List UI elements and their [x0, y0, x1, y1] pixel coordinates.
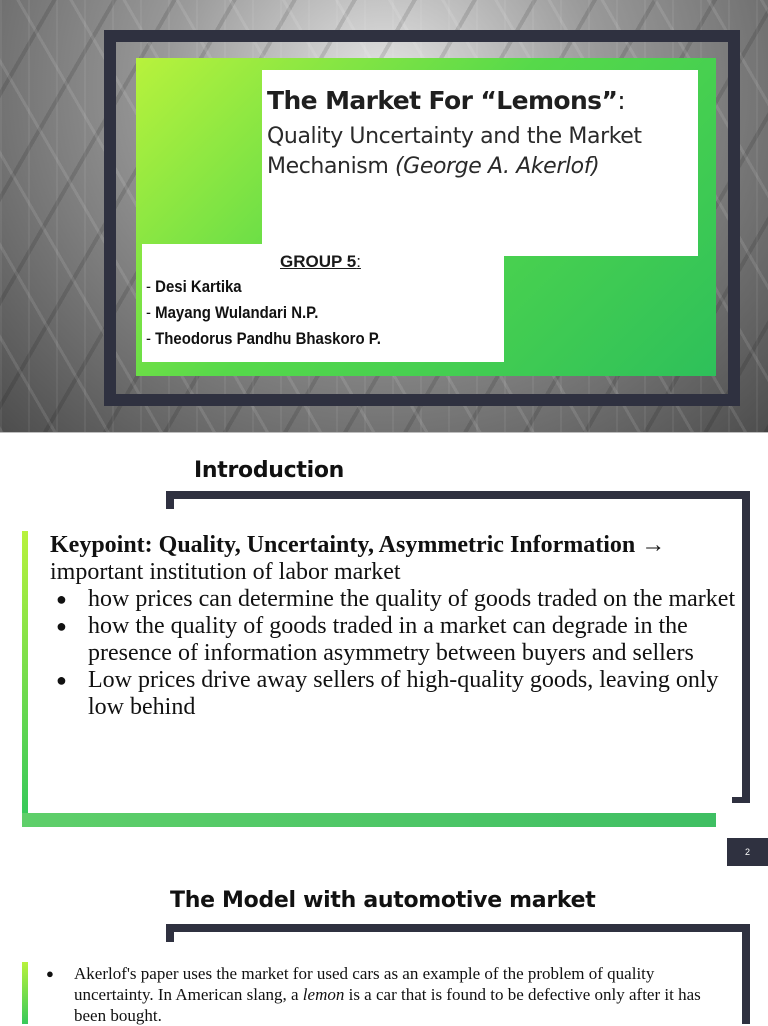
- list-item: ● Akerlof's paper uses the market for used cars as an example of the problem of quality uncertainty. In American slang, a lemon is a car that is found to be defective only after it has been bought.: [46, 964, 701, 1025]
- title-slide: [0, 0, 768, 432]
- slide-separator: [0, 432, 768, 433]
- bracket-left: [166, 924, 174, 942]
- slide-title: The Model with automotive market: [170, 888, 596, 913]
- presentation-title: The Market For “Lemons”:: [267, 86, 626, 115]
- bullet-icon: ●: [56, 670, 67, 690]
- list-item: ● how the quality of goods traded in a market can degrade in the presence of information asymmetry between buyers and sellers: [56, 613, 694, 666]
- model-content: [46, 963, 736, 1026]
- bracket-top: [166, 491, 750, 499]
- group-member: - Mayang Wulandari N.P.: [146, 303, 319, 322]
- bracket-right: [742, 924, 750, 1024]
- group-member: - Theodorus Pandhu Bhaskoro P.: [146, 329, 381, 348]
- page-number: 2: [727, 838, 768, 866]
- intro-bullet-list: [50, 586, 740, 721]
- group-label: GROUP 5:: [280, 252, 361, 271]
- intro-content: [50, 532, 740, 721]
- presentation-subtitle: Quality Uncertainty and the Market Mechanism (George A. Akerlof): [267, 124, 642, 179]
- author-name: (George A. Akerlof): [394, 154, 600, 179]
- list-item: ● how prices can determine the quality of goods traded on the market: [56, 586, 736, 612]
- bracket-left: [166, 491, 174, 509]
- bracket-top: [166, 924, 750, 932]
- slide-title: Introduction: [194, 458, 345, 483]
- group-member: - Desi Kartika: [146, 277, 242, 296]
- bullet-icon: ●: [46, 966, 54, 981]
- bracket-foot: [732, 797, 750, 803]
- bullet-icon: ●: [56, 616, 67, 636]
- bracket-right: [742, 491, 750, 803]
- bullet-icon: ●: [56, 589, 67, 609]
- accent-bar-bottom: [22, 813, 716, 827]
- accent-bar-left: [22, 531, 28, 813]
- keypoint: Keypoint: Quality, Uncertainty, Asymmetric Information → important institution of labor market: [50, 532, 666, 585]
- accent-bar-left: [22, 962, 28, 1024]
- list-item: ● Low prices drive away sellers of high-quality goods, leaving only low behind: [56, 667, 719, 720]
